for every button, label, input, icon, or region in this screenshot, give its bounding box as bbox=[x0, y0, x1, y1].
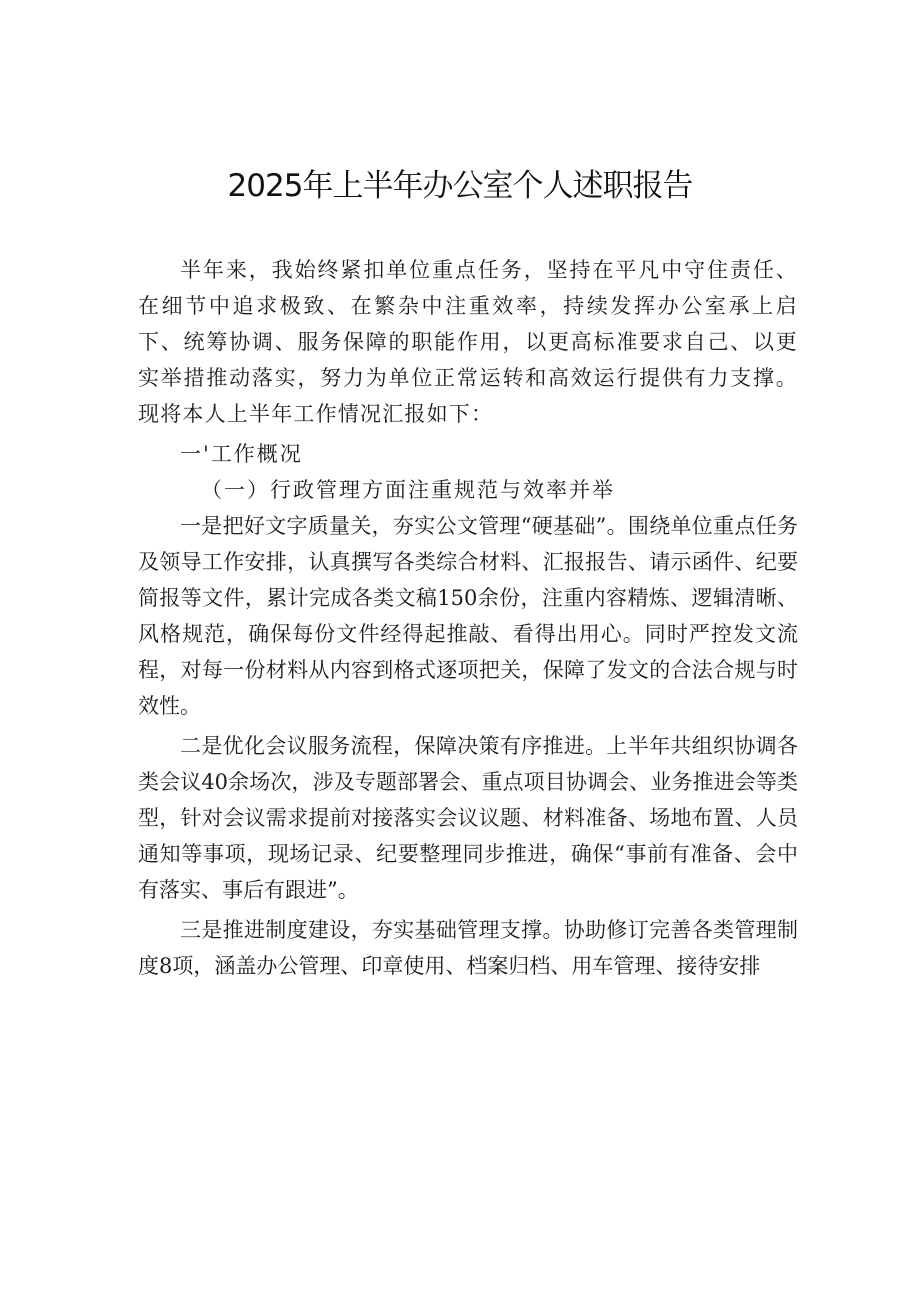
paragraph-2: 二是优化会议服务流程，保障决策有序推进。上半年共组织协调各类会议40余场次，涉及专题部署会、重点项目协调会、业务推进会等类型，针对会议需求提前对接落实会议议题、材料准备、场地布置、人员通知等事项，现场记录、纪要整理同步推进，确保“事前有准备、会中有落实、事后有跟进”。 bbox=[138, 734, 798, 902]
paragraph-3: 三是推进制度建设，夯实基础管理支撑。协助修订完善各类管理制度8项，涵盖办公管理、印章使用、档案归档、用车管理、接待安排 bbox=[138, 918, 798, 978]
document-title: 2025年上半年办公室个人述职报告 bbox=[227, 168, 693, 204]
section-heading: 一'工作概况 bbox=[180, 442, 303, 466]
subsection-heading: （一）行政管理方面注重规范与效率并举 bbox=[201, 478, 615, 502]
paragraph-1: 一是把好文字质量关，夯实公文管理“硬基础”。围绕单位重点任务及领导工作安排，认真撰写各类综合材料、汇报报告、请示函件、纪要简报等文件，累计完成各类文稿150余份，注重内容精炼、逻辑清晰、风格规范，确保每份文件经得起推敲、看得出用心。同时严控发文流程，对每一份材料从内容到格式逐项把关，保障了发文的合法合规与时效性。 bbox=[138, 514, 798, 718]
document-body bbox=[138, 252, 798, 984]
intro-paragraph: 半年来，我始终紧扣单位重点任务，坚持在平凡中守住责任、在细节中追求极致、在繁杂中注重效率，持续发挥办公室承上启下、统筹协调、服务保障的职能作用，以更高标准要求自己、以更实举措推动落实，努力为单位正常运转和高效运行提供有力支撑。现将本人上半年工作情况汇报如下： bbox=[138, 258, 798, 426]
